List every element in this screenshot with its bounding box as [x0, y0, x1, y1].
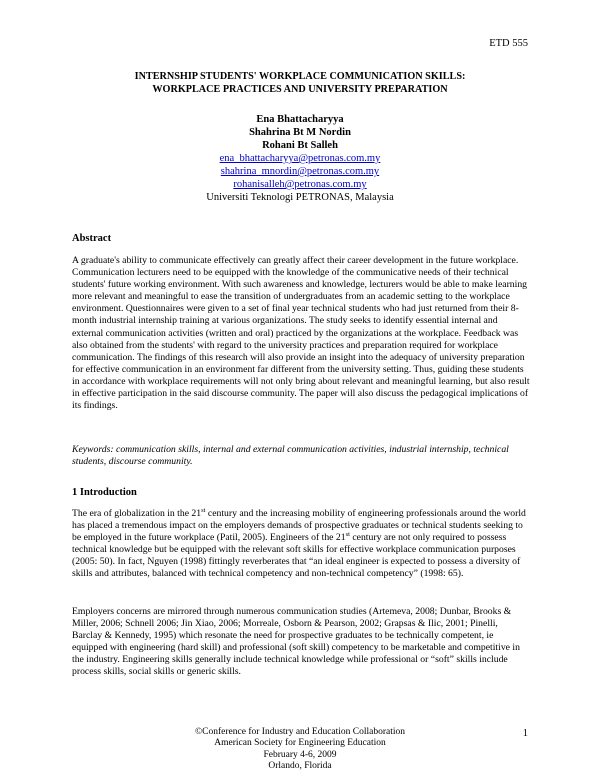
intro-paragraph-1: [72, 508, 530, 581]
author-email-2[interactable]: shahrina_mnordin@petronas.com.my: [220, 166, 380, 177]
introduction-heading: 1 Introduction: [72, 487, 137, 498]
author-email-1[interactable]: ena_bhattacharyya@petronas.com.my: [219, 153, 381, 164]
footer-line-2: American Society for Engineering Education: [214, 738, 386, 749]
page-number: 1: [522, 728, 528, 739]
paper-title: [70, 70, 530, 96]
footer-line-4: Orlando, Florida: [268, 760, 332, 771]
title-line-2: WORKPLACE PRACTICES AND UNIVERSITY PREPARATION: [152, 84, 448, 95]
intro-p1-sup-2: st: [345, 530, 350, 538]
conference-footer: [170, 727, 430, 772]
abstract-text: A graduate's ability to communicate effectively can greatly affect their career development in the future workplace. Communication lecturers need to be equipped with the knowledge of the communicative needs of their technical students' future working environment. With such awareness and knowledge, lecturers would be able to make learning more relevant and meaningful to ease the transition of undergraduates from an academic setting to the workplace environment. Questionnaires were given to a set of final year technical students who had just returned from their 8-month industrial internship training at various organizations. The study seeks to identify essential internal and external communication activities (written and oral) practiced by the organizations at the workplace. Feedback was also obtained from the students' with regard to the university practices and preparation required for workplace communication. The findings of this research will also provide an insight into the adequacy of university preparation for effective communication in an environment far different from the university setting. Thus, guiding these students in accordance with workplace requirements will not only bring about relevant and meaningful learning, but also result in effective participation in the said discourse community. The paper will also discuss the pedagogical implications of its findings.: [72, 255, 530, 412]
author-name-2: Shahrina Bt M Nordin: [249, 127, 351, 138]
affiliation: Universiti Teknologi PETRONAS, Malaysia: [206, 192, 394, 203]
intro-p1-part-c: century are not only required to possess technical knowledge but be equipped with the relevant soft skills for effective workplace communication purposes (2005: 50). In fact, Nguyen (1998) fittingly reverberates that “an ideal engineer is expected to possess a diversity of skills and attributes, balanced with technical competency and non-technical competency” (1998: 65).: [72, 532, 521, 580]
intro-p1-part-b: century and the increasing mobility of engineering professionals around the world has placed a tremendous impact on the employers demands of prospective graduates or technical students seeking to be employed in the future workplace (Patil, 2005). Engineers of the 21: [72, 508, 526, 544]
course-code: ETD 555: [489, 38, 528, 49]
intro-paragraph-2: Employers concerns are mirrored through numerous communication studies (Artemeva, 2008; Dunbar, Brooks & Miller, 2006; Schnell 2006; Jin Xiao, 2006; Morreale, Osborn & Pearson, 2002; Grapsas & Ilic, 2001; Pinelli, Barclay & Kennedy, 1995) which resonate the need for prospective graduates to be technically competent, ie equipped with engineering (hard skill) and professional (soft skill) competency to be marketable and competitive in the industry. Engineering skills generally include technical knowledge while professional or “soft” skills include process skills, social skills or generic skills.: [72, 606, 520, 678]
footer-line-3: February 4-6, 2009: [263, 749, 337, 760]
author-name-1: Ena Bhattacharyya: [256, 114, 344, 125]
author-name-3: Rohani Bt Salleh: [262, 140, 338, 151]
abstract-heading: Abstract: [72, 233, 112, 244]
keywords: [72, 444, 530, 468]
intro-p1-sup-1: st: [201, 506, 206, 514]
footer-line-1: ©Conference for Industry and Education Collaboration: [194, 727, 406, 737]
intro-p1-part-a: The era of globalization in the 21: [72, 508, 202, 519]
keywords-label: Keywords: [72, 444, 111, 455]
keywords-text: : communication skills, internal and external communication activities, industrial internship, technical students, discourse community.: [72, 444, 509, 468]
author-block: [70, 113, 530, 204]
title-line-1: INTERNSHIP STUDENTS' WORKPLACE COMMUNICATION SKILLS:: [134, 71, 466, 82]
author-email-3[interactable]: rohanisalleh@petronas.com.my: [233, 179, 367, 190]
